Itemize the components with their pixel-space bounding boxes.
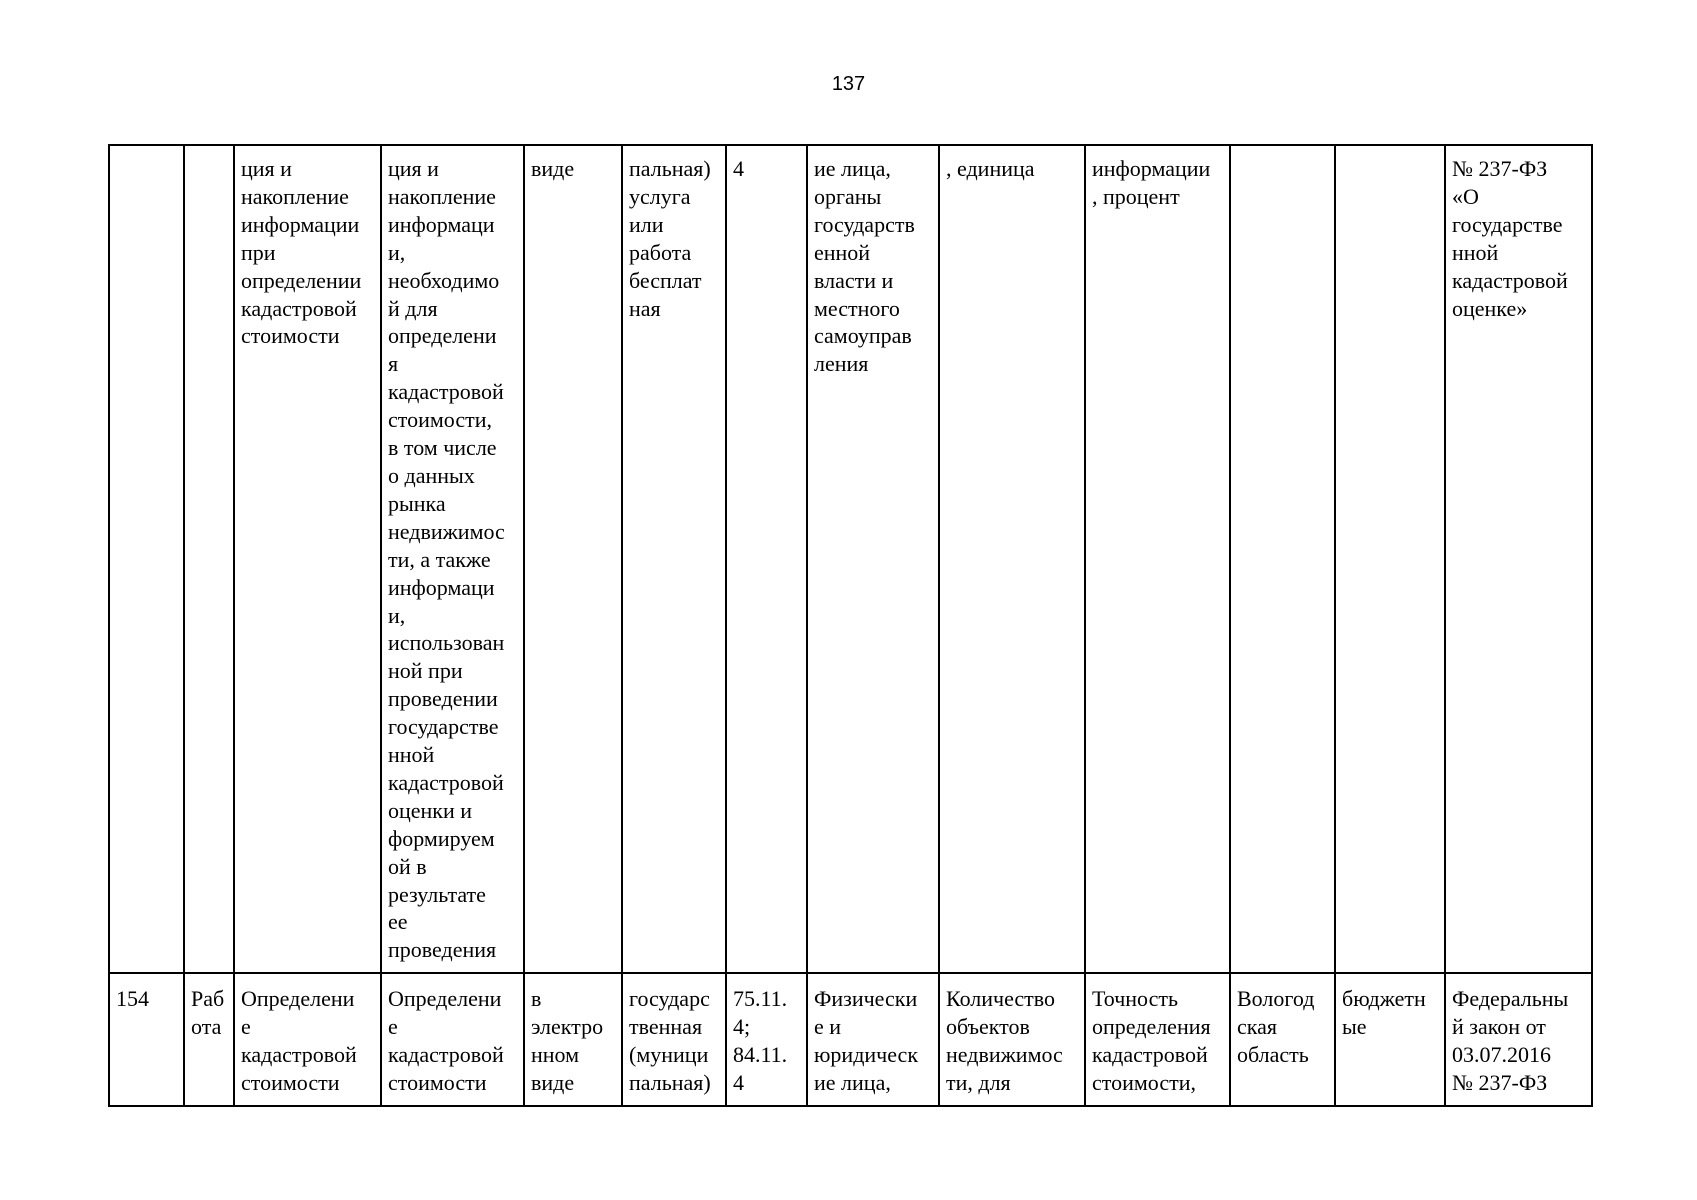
table-cell-volume-indicator: , единица <box>939 145 1085 973</box>
table-cell-institution-type: бюджетн ые <box>1335 973 1445 1106</box>
table-cell-institution-type <box>1335 145 1445 973</box>
table-cell-payment: государс твенная (муници пальная) <box>622 973 726 1106</box>
table-cell-quality-indicator: информации , процент <box>1085 145 1230 973</box>
table-cell-type: Раб ота <box>184 973 234 1106</box>
table-cell-content: Определени е кадастровой стоимости <box>381 973 524 1106</box>
table-row <box>109 973 1592 1106</box>
table-cell-consumers: ие лица, органы государств енной власти и местного самоуправ ления <box>807 145 939 973</box>
table-cell-payment: пальная) услуга или работа бесплат ная <box>622 145 726 973</box>
registry-table <box>108 144 1593 1107</box>
page-number: 137 <box>831 73 866 95</box>
table-cell-region: Вологод ская область <box>1230 973 1335 1106</box>
table-cell-okved: 4 <box>726 145 807 973</box>
table-cell-consumers: Физически е и юридическ ие лица, <box>807 973 939 1106</box>
table-cell-number <box>109 145 184 973</box>
table-cell-legal-basis: № 237-ФЗ «О государстве нной кадастровой оценке» <box>1445 145 1592 973</box>
table-cell-quality-indicator: Точность определения кадастровой стоимости, <box>1085 973 1230 1106</box>
table-cell-name: ция и накопление информации при определении кадастровой стоимости <box>234 145 381 973</box>
table-row <box>109 145 1592 973</box>
table-cell-legal-basis: Федеральны й закон от 03.07.2016 № 237-ФЗ <box>1445 973 1592 1106</box>
table-cell-number: 154 <box>109 973 184 1106</box>
table-cell-content: ция и накопление информаци и, необходимо й для определени я кадастровой стоимости, в том числе о данных рынка недвижимос ти, а также информаци и, использован ной при проведении государстве нной кадастровой оценки и формируем ой в результате ее проведения <box>381 145 524 973</box>
table-cell-region <box>1230 145 1335 973</box>
table-cell-form: виде <box>524 145 622 973</box>
table-cell-volume-indicator: Количество объектов недвижимос ти, для <box>939 973 1085 1106</box>
table-cell-type <box>184 145 234 973</box>
table-cell-form: в электро нном виде <box>524 973 622 1106</box>
table-cell-name: Определени е кадастровой стоимости <box>234 973 381 1106</box>
table-cell-okved: 75.11. 4; 84.11. 4 <box>726 973 807 1106</box>
